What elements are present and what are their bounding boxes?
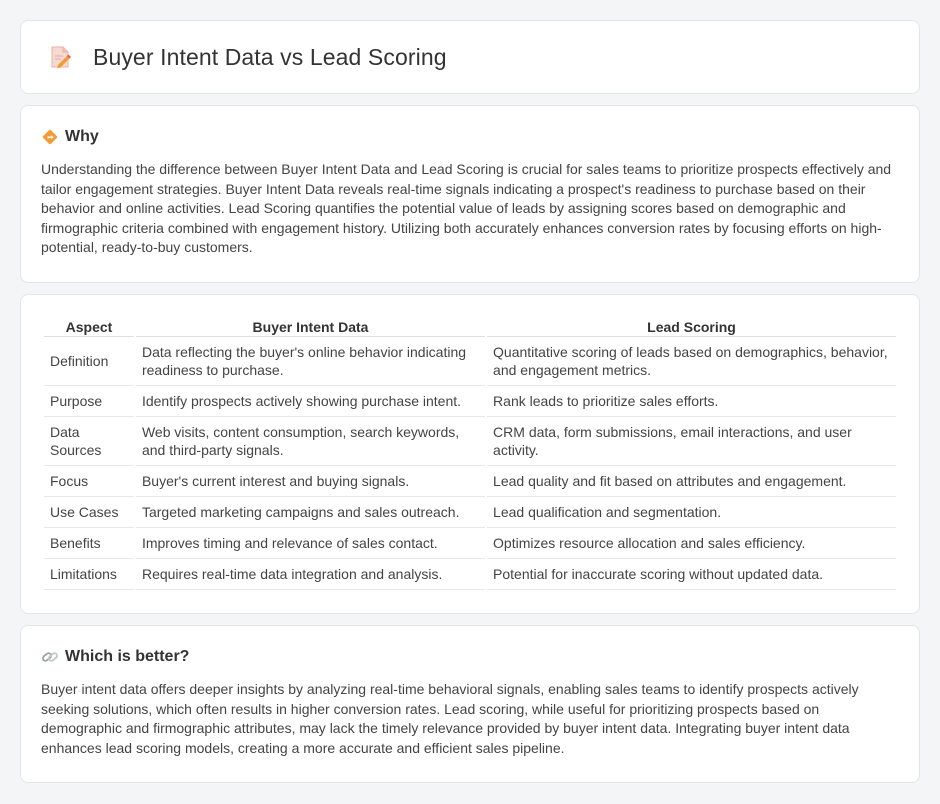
row-aspect: Benefits <box>44 528 134 559</box>
which-better-heading <box>41 648 899 666</box>
row-lead-scoring: Quantitative scoring of leads based on demographics, behavior, and engagement metrics. <box>487 337 896 386</box>
which-better-body: Buyer intent data offers deeper insights by analyzing real-time behavioral signals, enabling sales teams to identify prospects actively seeking solutions, which often results in higher conversion rates. Lead scoring, while useful for prioritizing prospects based on demographic and firmographic attributes, may lack the timely relevance provided by buyer intent data. Integrating buyer intent data enhances lead scoring models, creating a more accurate and efficient sales pipeline. <box>41 681 859 756</box>
row-buyer-intent: Web visits, content consumption, search keywords, and third-party signals. <box>136 417 485 466</box>
header-aspect: Aspect <box>44 315 134 337</box>
table-row <box>44 337 896 386</box>
comparison-table <box>42 315 898 590</box>
row-aspect: Focus <box>44 466 134 497</box>
row-lead-scoring: Optimizes resource allocation and sales efficiency. <box>487 528 896 559</box>
row-aspect: Definition <box>44 337 134 386</box>
document-pencil-icon <box>47 44 73 70</box>
row-lead-scoring: Lead quality and fit based on attributes and engagement. <box>487 466 896 497</box>
row-lead-scoring: Rank leads to prioritize sales efforts. <box>487 386 896 417</box>
row-aspect: Limitations <box>44 559 134 590</box>
page-title: Buyer Intent Data vs Lead Scoring <box>93 43 447 70</box>
comparison-section <box>20 294 920 614</box>
table-row <box>44 466 896 497</box>
row-buyer-intent: Requires real-time data integration and analysis. <box>136 559 485 590</box>
row-aspect: Purpose <box>44 386 134 417</box>
row-lead-scoring: Lead qualification and segmentation. <box>487 497 896 528</box>
table-row <box>44 559 896 590</box>
why-heading <box>41 128 899 146</box>
header-card <box>20 20 920 94</box>
row-lead-scoring: CRM data, form submissions, email interactions, and user activity. <box>487 417 896 466</box>
diamond-signpost-icon <box>41 128 59 146</box>
table-row <box>44 386 896 417</box>
chain-link-icon <box>41 648 59 666</box>
table-row <box>44 417 896 466</box>
header-buyer-intent: Buyer Intent Data <box>136 315 485 337</box>
row-buyer-intent: Identify prospects actively showing purchase intent. <box>136 386 485 417</box>
row-buyer-intent: Targeted marketing campaigns and sales outreach. <box>136 497 485 528</box>
row-buyer-intent: Improves timing and relevance of sales contact. <box>136 528 485 559</box>
which-better-section <box>20 625 920 783</box>
row-aspect: Use Cases <box>44 497 134 528</box>
table-header-row <box>44 315 896 337</box>
row-buyer-intent: Data reflecting the buyer's online behavior indicating readiness to purchase. <box>136 337 485 386</box>
row-lead-scoring: Potential for inaccurate scoring without updated data. <box>487 559 896 590</box>
why-body: Understanding the difference between Buyer Intent Data and Lead Scoring is crucial for sales teams to prioritize prospects effectively and tailor engagement strategies. Buyer Intent Data reveals real-time signals indicating a prospect's readiness to purchase based on their behavior and online activities. Lead Scoring quantifies the potential value of leads by assigning scores based on demographic and firmographic criteria combined with engagement history. Utilizing both accurately enhances conversion rates by focusing efforts on high-potential, ready-to-buy customers. <box>41 161 892 256</box>
header-lead-scoring: Lead Scoring <box>487 315 896 337</box>
table-row <box>44 497 896 528</box>
why-section <box>20 105 920 283</box>
row-buyer-intent: Buyer's current interest and buying signals. <box>136 466 485 497</box>
why-title: Why <box>65 128 99 145</box>
which-better-title: Which is better? <box>65 648 190 665</box>
row-aspect: Data Sources <box>44 417 134 466</box>
table-row <box>44 528 896 559</box>
